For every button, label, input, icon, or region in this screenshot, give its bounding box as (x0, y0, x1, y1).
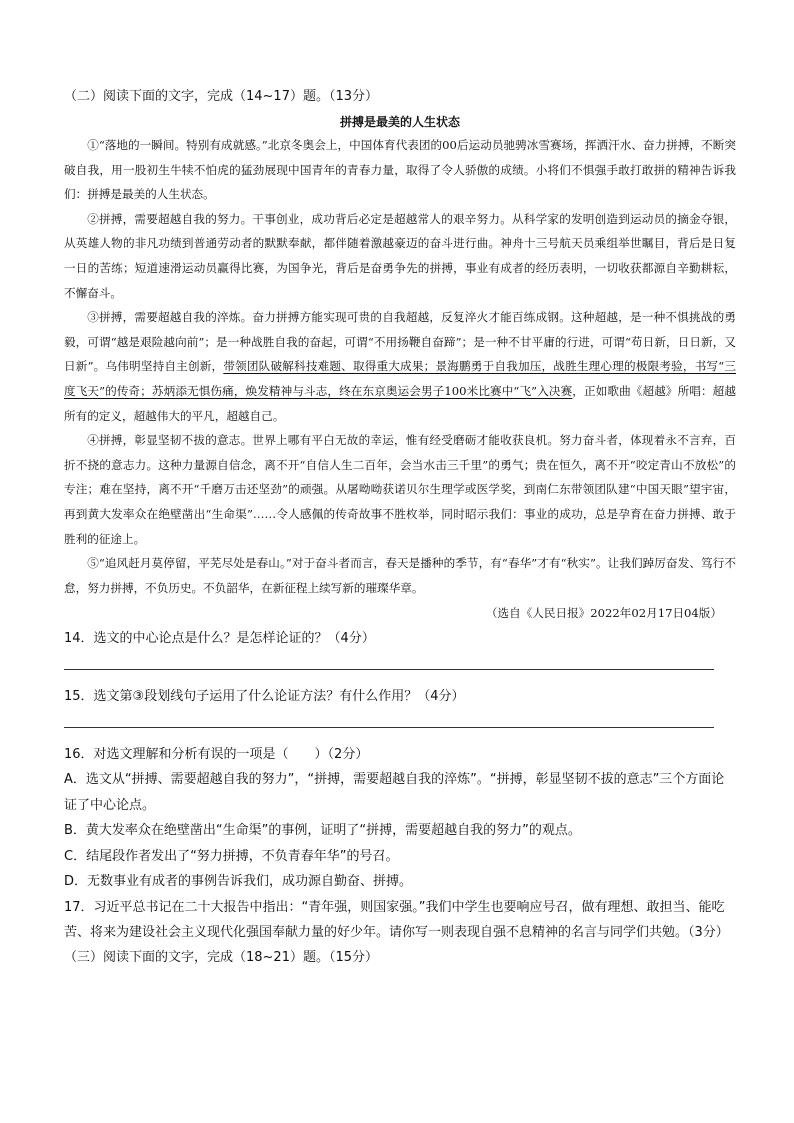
option-b: B．黄大发率众在绝壁凿出“生命渠”的事例，证明了“拼搏，需要超越自我的努力”的观点。 (64, 823, 581, 839)
essay-paragraph-1: ①“落地的一瞬间。特别有成就感。”北京冬奥会上，中国体育代表团的00后运动员驰骋冰雪赛场，挥洒汗水、奋力拼搏，不断突破自我，用一股初生牛犊不怕虎的猛劲展现中国青年的青春力量，取得了令人骄傲的成绩。小将们不惧强手敢打敢拼的精神告诉我们：拼搏是最美的人生状态。 (64, 138, 736, 202)
paragraph-3-text-start: ③拼搏，需要超越自我的淬炼。奋力拼搏方能实现可贵的自我超越，反复淬火才能百练成钢。这种超越，是一种不惧挑战的勇毅，可谓“越是艰险越向前”；是一种战胜自我的奋起，可谓“不用扬鞭自奋蹄”；是一种不甘平庸的行进，可谓“苟日新，日日新，又日新”。乌伟明坚持自主创新， (64, 310, 736, 374)
question-14: 14．选文的中心论点是什么？是怎样论证的？（4分） (64, 631, 375, 647)
answer-line-14 (64, 669, 714, 670)
essay-paragraph-5: ⑤“追风赶月莫停留，平芜尽处是春山。”对于奋斗者而言，春天是播种的季节，有“春华”才有“秋实”。让我们踔厉奋发、笃行不怠，努力拼搏，不负历史。不负韶华，在新征程上续写新的璀璨华章。 (64, 556, 736, 595)
section-2-heading: （二）阅读下面的文字，完成（14~17）题。（13分） (64, 89, 379, 104)
paragraph-3-text-end: ，正如歌曲《超越》所唱：超越所有的定义，超越伟大的平凡，超越自己。 (64, 383, 736, 423)
essay-source: （选自《人民日报》2022年02月17日04版） (485, 606, 722, 621)
section-3-heading: （三）阅读下面的文字，完成（18~21）题。（15分） (64, 949, 379, 965)
page-content (64, 84, 736, 970)
essay-title: 拼搏是最美的人生状态 (339, 115, 460, 129)
essay-paragraph-2: ②拼搏，需要超越自我的努力。干事创业，成功背后必定是超越常人的艰辛努力。从科学家的发明创造到运动员的摘金夺银，从英雄人物的非凡功绩到普通劳动者的默默奉献，都伴随着激越豪迈的奋斗进行曲。神舟十三号航天员乘组举世瞩目，背后是日复一日的苦练；短道速滑运动员赢得比赛，为国争光，背后是奋勇争先的拼搏，事业有成者的经历表明，一切收获都源自辛勤耕耘，不懈奋斗。 (64, 211, 736, 300)
option-c: C．结尾段作者发出了“努力拼搏，不负青春年华”的号召。 (64, 848, 399, 864)
option-d: D．无数事业有成者的事例告诉我们，成功源自勤奋、拼搏。 (64, 874, 413, 890)
question-15: 15．选文第③段划线句子运用了什么论证方法？有什么作用？（4分） (64, 689, 465, 705)
answer-line-15 (64, 727, 714, 728)
essay-paragraph-4: ④拼搏，彰显坚韧不拔的意志。世界上哪有平白无故的幸运，惟有经受磨砺才能收获良机。努力奋斗者，体现着永不言弃，百折不挠的意志力。这种力量源自信念，离不开“自信人生二百年，会当水击三千里”的勇气；贵在恒久，离不开“咬定青山不放松”的专注；难在坚持，离不开“千磨万击还坚劲”的顽强。从屠呦呦获诺贝尔生理学或医学奖，到南仁东带领团队建“中国天眼”望宇宙，再到黄大发率众在绝壁凿出“生命渠”……令人感佩的传奇故事不胜枚举，同时昭示我们：事业的成功，总是孕育在奋力拼搏、敢于胜利的征途上。 (64, 433, 736, 546)
essay-paragraph-3 (64, 305, 736, 428)
option-a: A．选文从“拼搏、需要超越自我的努力”，“拼搏，需要超越自我的淬炼”。“拼搏，彰显坚韧不拔的意志”三个方面论证了中心论点。 (64, 772, 725, 813)
question-16: 16．对选文理解和分析有误的一项是（ ）（2分） (64, 747, 369, 763)
question-17: 17．习近平总书记在二十大报告中指出：“青年强，则国家强。”我们中学生也要响应号召，做有理想、敢担当、能吃苦、将来为建设社会主义现代化强国奉献力量的好少年。请你写一则表现自强不息精神的名言与同学们共勉。（3分） (64, 899, 729, 940)
underlined-sentence: 带领团队破解科技难题、取得重大成果；景海鹏勇于自我加压，战胜生理心理的极限考验，书写“三度飞天”的传奇；苏炳添无惧伤痛，焕发精神与斗志，终在东京奥运会男子100米比赛中“飞”入决赛 (64, 359, 736, 398)
